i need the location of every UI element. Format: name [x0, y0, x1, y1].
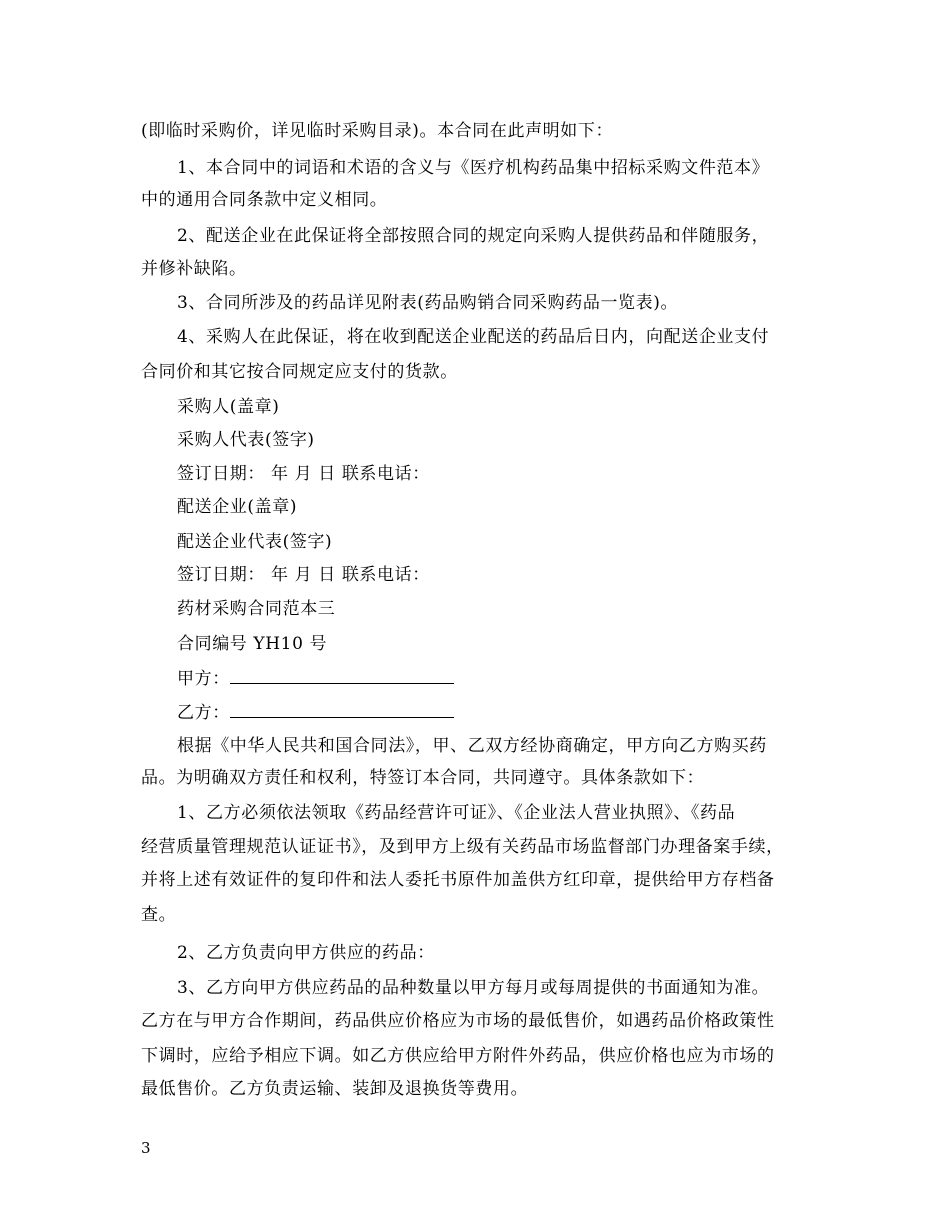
- page-number: 3: [141, 1139, 151, 1157]
- text-line: 中的通用合同条款中定义相同。: [141, 190, 388, 210]
- text-line: 合同编号 YH10 号: [177, 634, 328, 654]
- text-line: 最低售价。乙方负责运输、装卸及退换货等费用。: [141, 1079, 529, 1099]
- text-line: 合同价和其它按合同规定应支付的货款。: [141, 362, 458, 382]
- text-line: 药材采购合同范本三: [177, 599, 336, 619]
- text-line: 经营质量管理规范认证证书》，及到甲方上级有关药品市场监督部门办理备案手续，: [141, 837, 784, 857]
- text-line: 采购人(盖章): [177, 397, 280, 417]
- text-line: 乙方在与甲方合作期间，药品供应价格应为市场的最低售价，如遇药品价格政策性: [141, 1011, 775, 1031]
- text-line: 下调时，应给予相应下调。如乙方供应给甲方附件外药品，供应价格也应为市场的: [141, 1046, 775, 1066]
- text-line: 并将上述有效证件的复印件和法人委托书原件加盖供方红印章，提供给甲方存档备: [141, 870, 775, 890]
- party-b-blank: [230, 700, 454, 718]
- text-line: 签订日期： 年 月 日 联系电话：: [177, 565, 430, 585]
- text-line: 2、乙方负责向甲方供应的药品：: [177, 943, 435, 963]
- party-b-line: [177, 700, 454, 724]
- text-line: 1、乙方必须依法领取《药品经营许可证》、《企业法人营业执照》、《药品: [177, 803, 736, 823]
- text-line: 采购人代表(签字): [177, 430, 315, 450]
- text-line: 品。为明确双方责任和权利，特签订本合同，共同遵守。具体条款如下：: [141, 768, 705, 788]
- text-line: 根据《中华人民共和国合同法》，甲、乙双方经协商确定，甲方向乙方购买药: [177, 736, 767, 756]
- party-a-blank: [230, 666, 454, 684]
- text-line: 并修补缺陷。: [141, 259, 247, 279]
- party-a-line: [177, 666, 454, 690]
- text-line: 1、本合同中的词语和术语的含义与《医疗机构药品集中招标采购文件范本》: [177, 158, 770, 178]
- party-a-label: 甲方：: [177, 669, 230, 689]
- text-line: 配送企业代表(签字): [177, 532, 333, 552]
- text-line: 查。: [141, 905, 177, 925]
- party-b-label: 乙方：: [177, 703, 230, 723]
- text-line: 2、配送企业在此保证将全部按照合同的规定向采购人提供药品和伴随服务，: [177, 226, 770, 246]
- text-line: 配送企业(盖章): [177, 497, 298, 517]
- text-line: 3、乙方向甲方供应药品的品种数量以甲方每月或每周提供的书面通知为准。: [177, 978, 770, 998]
- text-line: (即临时采购价，详见临时采购目录)。本合同在此声明如下：: [141, 121, 614, 141]
- text-line: 3、合同所涉及的药品详见附表(药品购销合同采购药品一览表)。: [177, 293, 679, 313]
- text-line: 签订日期： 年 月 日 联系电话：: [177, 464, 430, 484]
- text-line: 4、采购人在此保证，将在收到配送企业配送的药品后日内，向配送企业支付: [177, 327, 770, 347]
